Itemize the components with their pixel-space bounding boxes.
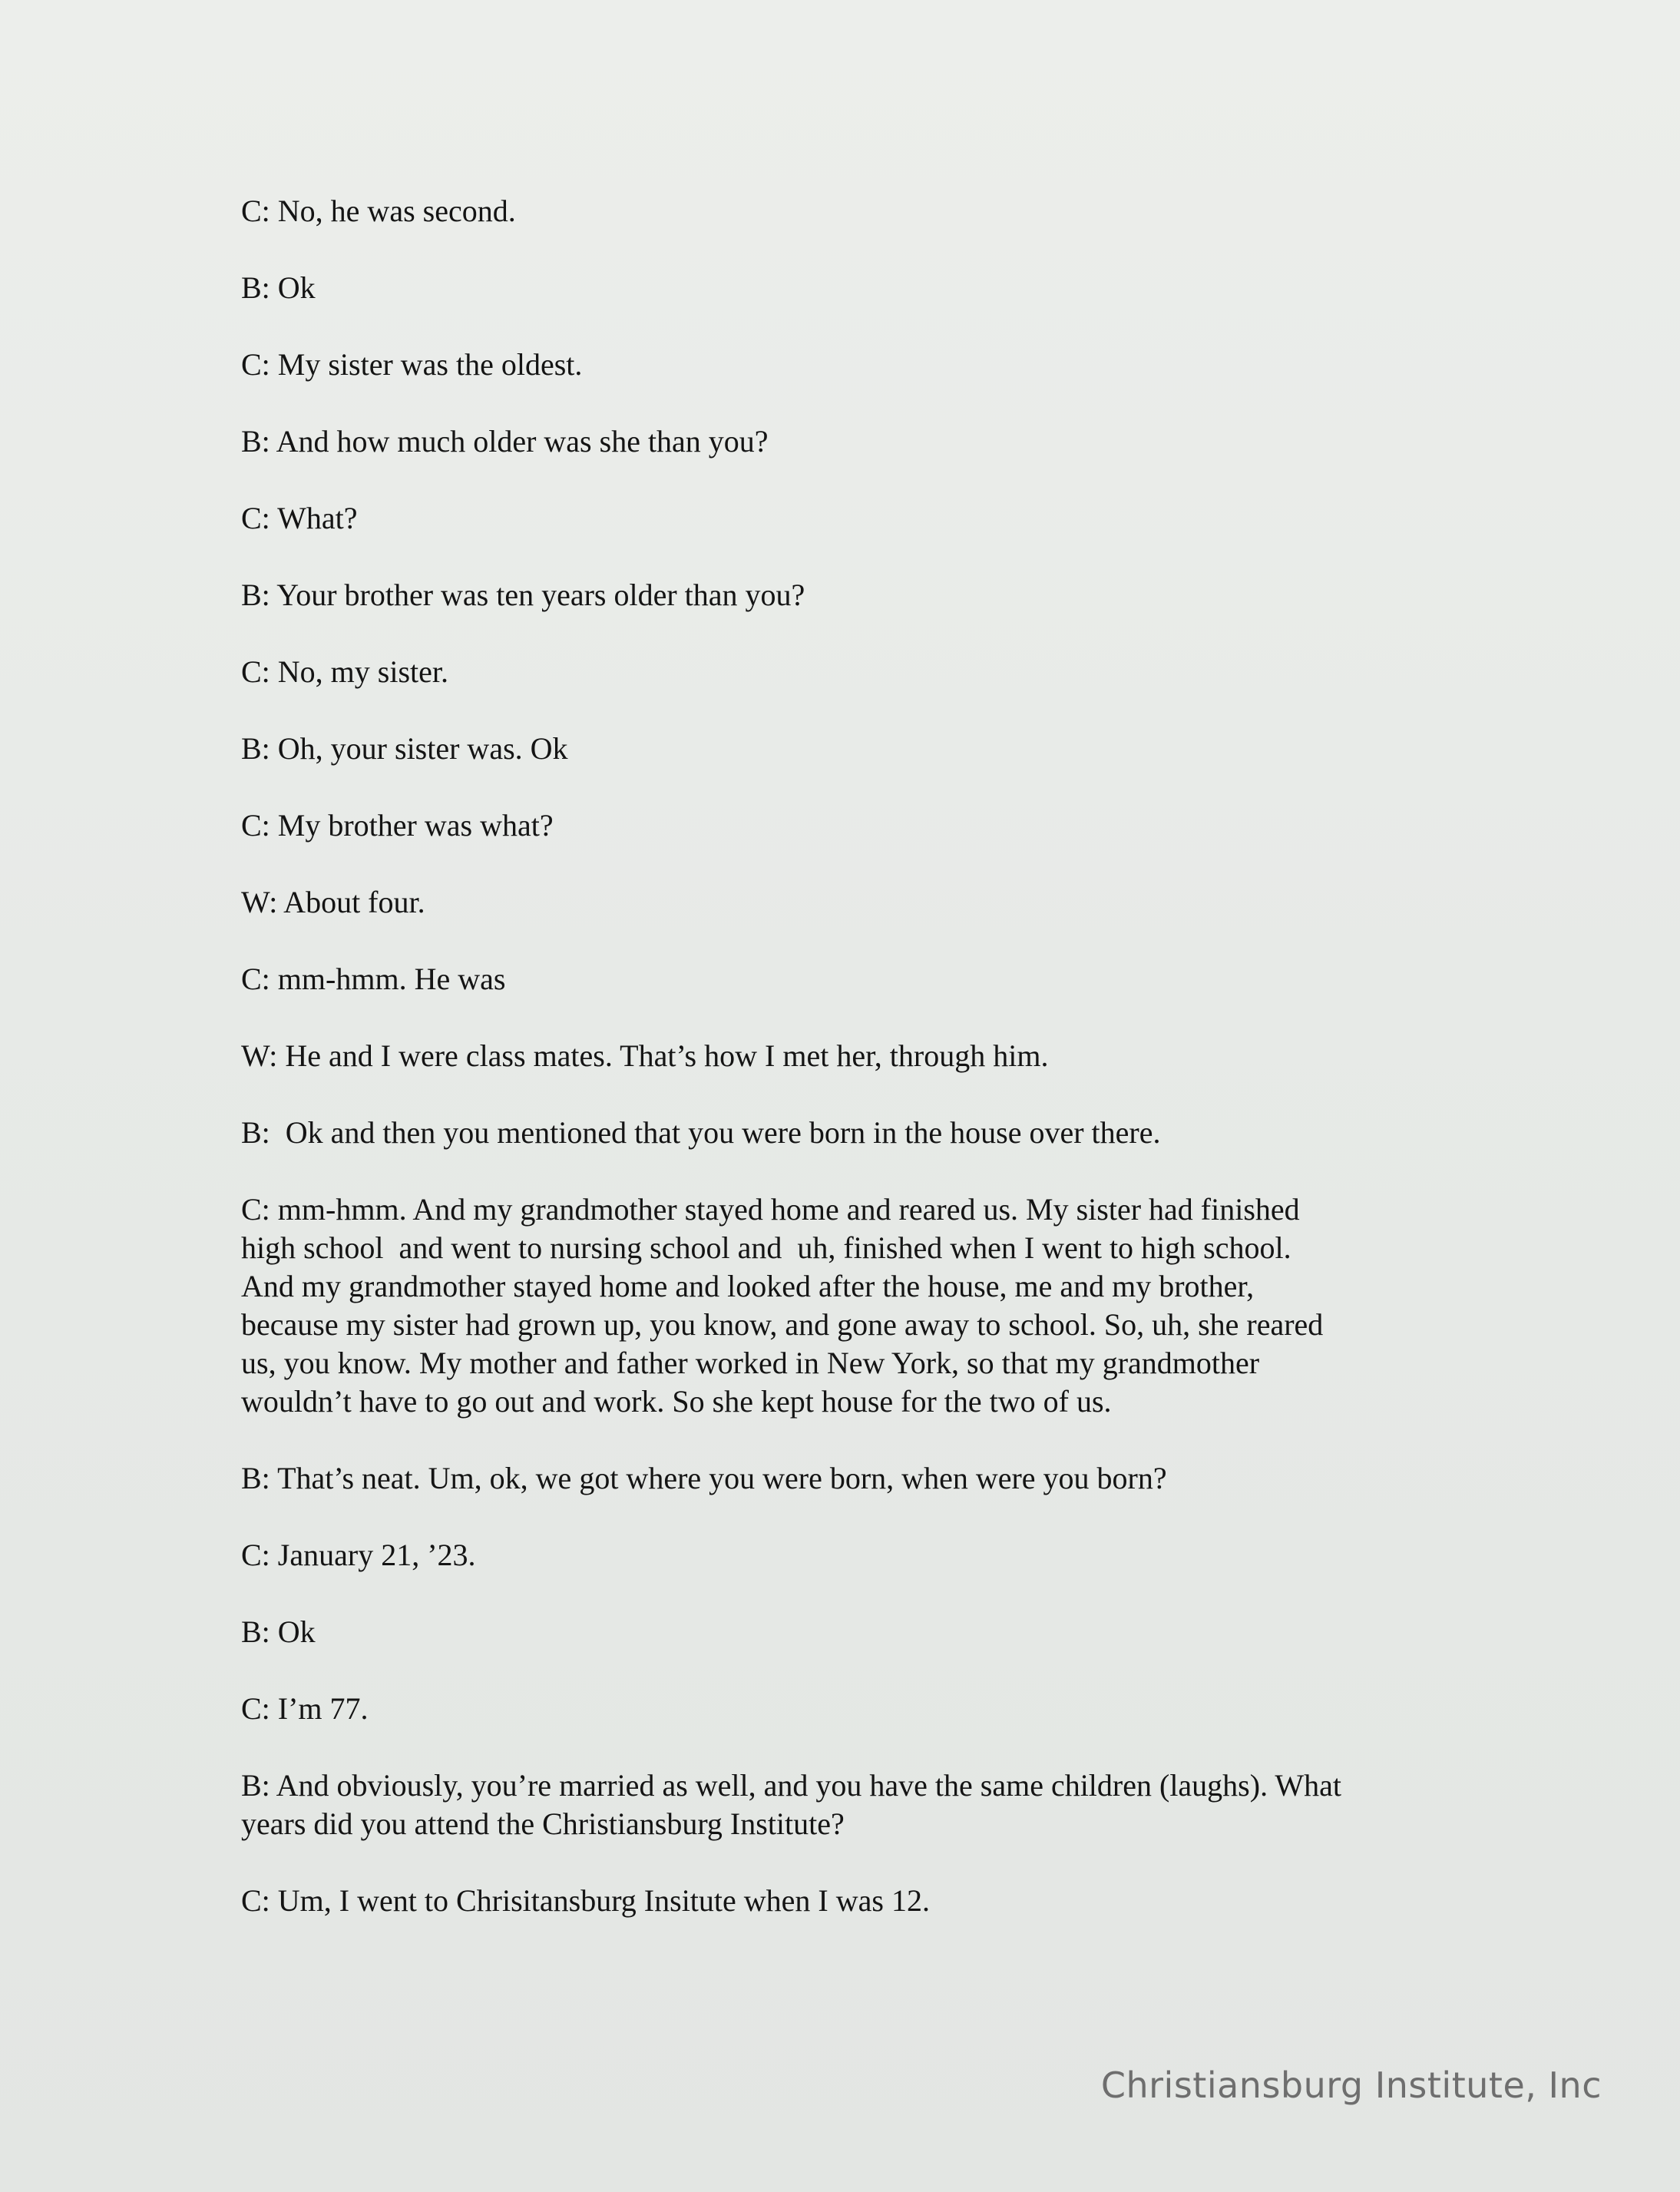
transcript-line: C: mm-hmm. He was [241, 962, 506, 996]
transcript-line: C: My brother was what? [241, 808, 554, 843]
transcript-paragraph: C: mm-hmm. And my grandmother stayed home and reared us. My sister had finished high school and went to nursing school and uh, finished when I went to high school. And my grandmother stayed home and looked after the house, me and my brother, because my sister had grown up, you know, and gone away to school. So, uh, she reared us, you know. My mother and father worked in New York, so that my grandmother wouldn’t have to go out and work. So she kept house for the two of us. [241, 1192, 1324, 1419]
transcript-line: B: Your brother was ten years older than you? [241, 578, 805, 612]
transcript-paragraph: B: And obviously, you’re married as well, and you have the same children (laughs). What years did you attend the Christiansburg Institute? [241, 1768, 1341, 1841]
transcript-line: C: No, my sister. [241, 654, 449, 689]
transcript-line: B: And how much older was she than you? [241, 424, 769, 459]
transcript-line: C: What? [241, 501, 358, 535]
watermark-text: Christiansburg Institute, Inc [1100, 2065, 1602, 2106]
transcript-line: C: January 21, ’23. [241, 1538, 476, 1572]
transcript-line: W: He and I were class mates. That’s how I met her, through him. [241, 1038, 1049, 1073]
transcript-line: B: Ok [241, 1614, 316, 1649]
transcript-line: C: My sister was the oldest. [241, 347, 583, 382]
transcript-line: W: About four. [241, 885, 425, 919]
transcript-line: B: That’s neat. Um, ok, we got where you were born, when were you born? [241, 1461, 1167, 1495]
transcript-line: B: Ok and then you mentioned that you were born in the house over there. [241, 1115, 1161, 1150]
transcript-line: B: Ok [241, 270, 316, 305]
transcript-line: C: No, he was second. [241, 194, 516, 228]
transcript-line: C: I’m 77. [241, 1691, 369, 1726]
transcript-line: C: Um, I went to Chrisitansburg Insitute when I was 12. [241, 1883, 930, 1918]
transcript-line: B: Oh, your sister was. Ok [241, 731, 568, 766]
interview-transcript [241, 192, 1470, 1959]
